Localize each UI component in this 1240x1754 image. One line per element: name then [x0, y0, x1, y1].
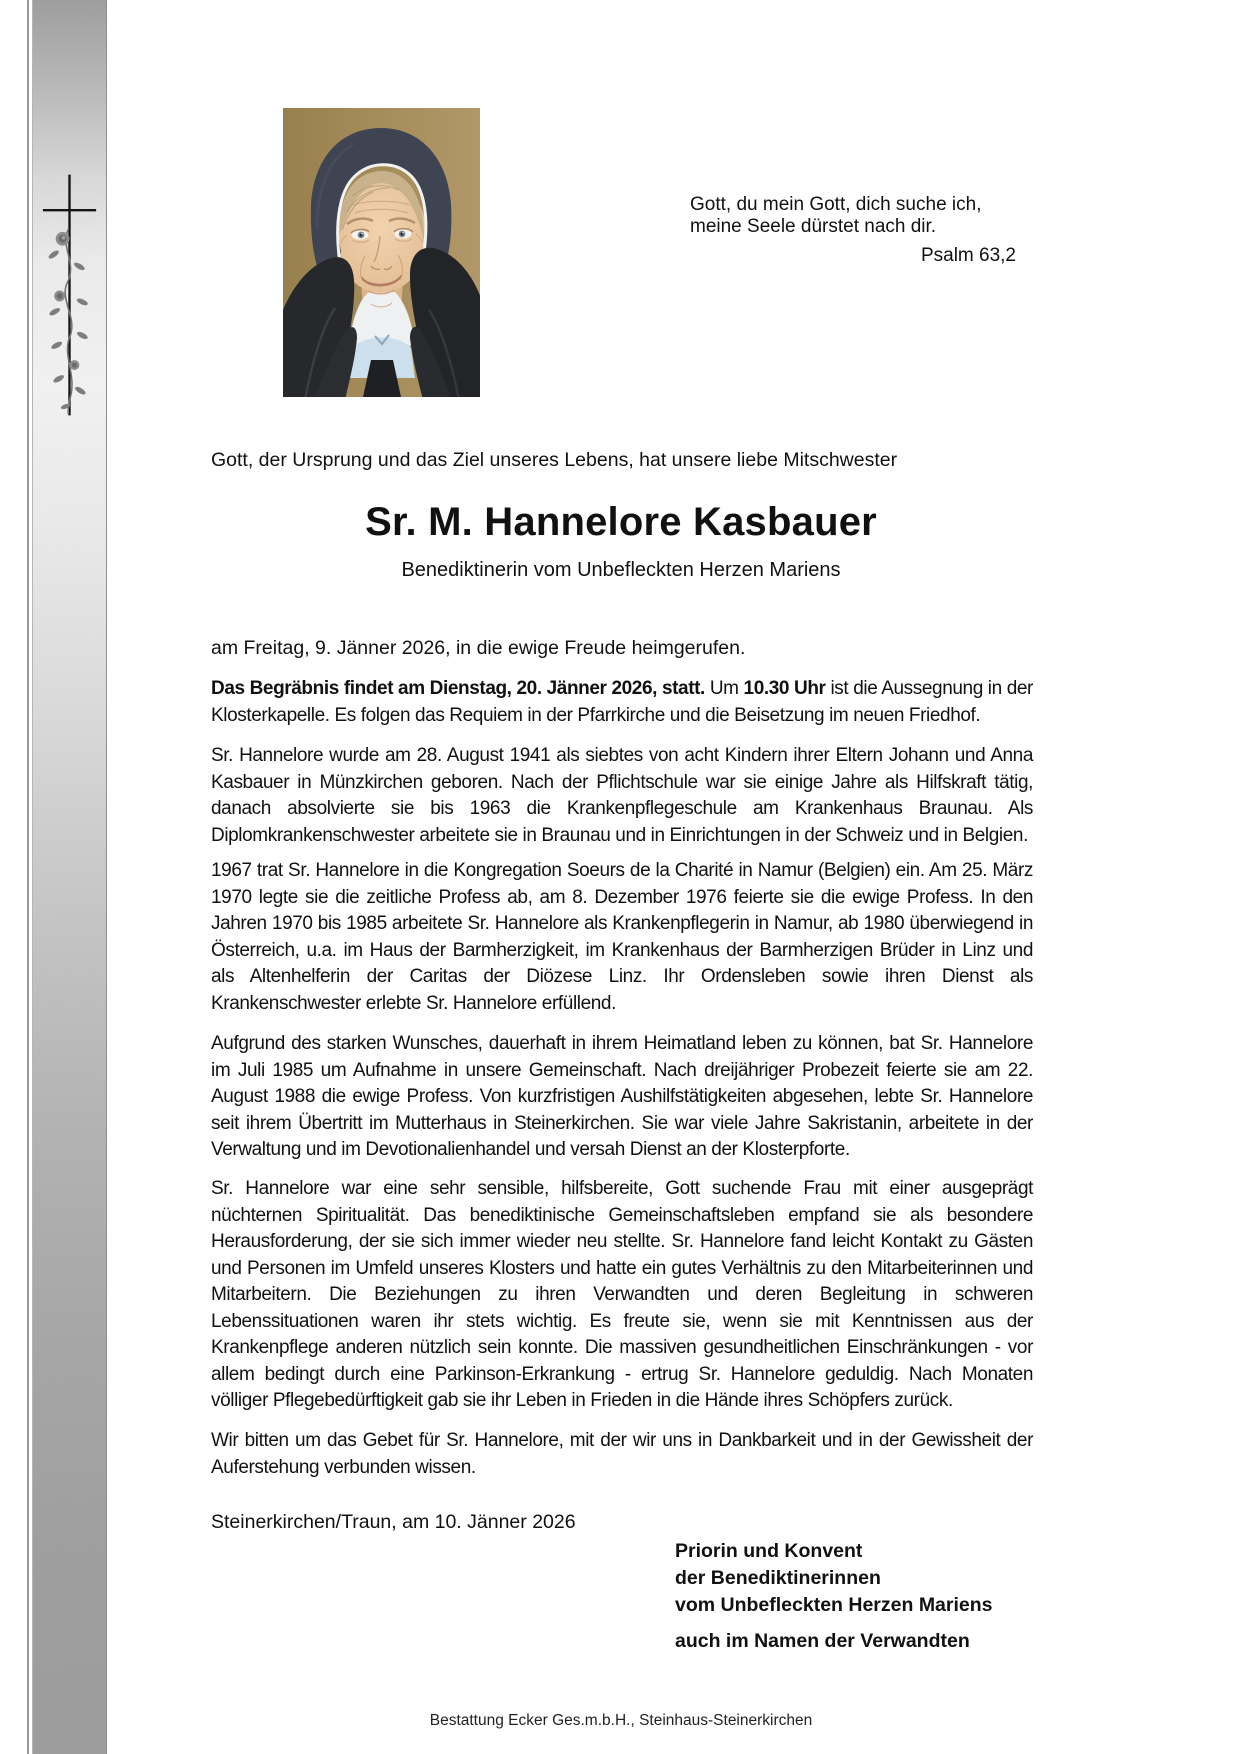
- deceased-order-title: Benediktinerin vom Unbefleckten Herzen Mariens: [401, 559, 841, 581]
- rose-leaves: [47, 249, 88, 410]
- signature-addendum: auch im Namen der Verwandten: [675, 1630, 970, 1652]
- biography-paragraph-1: Sr. Hannelore wurde am 28. August 1941 als siebtes von acht Kindern ihrer Eltern Johann und Anna Kasbauer in Münzkirchen geboren. Nach der Pflichtschule war sie einige Jahre als Hilfskraft tätig, danach absolvierte sie bis 1963 die Krankenpflegeschule am Krankenhaus Braunau. Als Diplomkrankenschwester arbeitete sie in Braunau und in Einrichtungen in der Schweiz und in Belgien.: [211, 745, 1033, 846]
- place-date-line: Steinerkirchen/Traun, am 10. Jänner 2026: [211, 1511, 576, 1533]
- signature-line-2: der Benediktinerinnen: [675, 1567, 881, 1589]
- funeral-bold-intro: Das Begräbnis findet am Dienstag, 20. Jänner 2026, statt.: [211, 678, 705, 699]
- funeral-time: 10.30 Uhr: [743, 678, 826, 699]
- funeral-announcement: [211, 676, 1033, 729]
- biography-paragraph-3: Aufgrund des starken Wunsches, dauerhaft in ihrem Heimatland leben zu können, bat Sr. Hannelore im Juli 1985 um Aufnahme in unsere Gemeinschaft. Nach dreijähriger Probezeit feierte sie am 22. August 1988 die ewige Profess. Von kurzfristigen Aushilfstätigkeiten abgesehen, lebte Sr. Hannelore seit ihrem Übertritt im Mutterhaus in Steinerkirchen. Sie war viele Jahre Sakristanin, arbeitete in der Verwaltung und im Devotionalienhandel und versah Dienst an der Klosterpforte.: [211, 1033, 1033, 1160]
- death-date-line: am Freitag, 9. Jänner 2026, in die ewige Freude heimgerufen.: [211, 637, 746, 659]
- funeral-rest-text: ist die Aussegnung in der Klosterkapelle. Es folgen das Requiem in der Pfarrkirche und die Beisetzung im neuen Friedhof.: [211, 678, 1033, 726]
- left-decoration-strip: [32, 0, 107, 1754]
- intro-line: Gott, der Ursprung und das Ziel unseres Lebens, hat unsere liebe Mitschwester: [211, 449, 898, 471]
- page-edge-line: [27, 0, 29, 1754]
- signature-block: [675, 1538, 993, 1655]
- quote-line-2: meine Seele dürstet nach dir.: [690, 215, 937, 237]
- biography-paragraph-4: Sr. Hannelore war eine sehr sensible, hilfsbereite, Gott suchende Frau mit einer ausgeprägt nüchternen Spiritualität. Das benediktinische Gemeinschaftsleben empfand sie als besondere Herausforderung, der sie sich immer wieder neu stellte. Sr. Hannelore fand leicht Kontakt zu Gästen und Personen im Umfeld unseres Klosters und hatte ein gutes Verhältnis zu den Mitarbeiterinnen und Mitarbeitern. Die Beziehungen zu ihren Verwandten und deren Begleitung in schweren Lebenssituationen waren ihr stets wichtig. Es freute sie, wenn sie mit Kenntnissen aus der Krankenpflege anderen nützlich sein konnte. Die massiven gesundheitlichen Einschränkungen - vor allem bedingt durch eine Parkinson-Erkrankung - ertrug Sr. Hannelore geduldig. Nach Monaten völliger Pflegebedürftigkeit gab sie ihr Leben in Frieden in die Hände ihres Schöpfers zurück.: [211, 1178, 1033, 1411]
- funeral-home-footer: Bestattung Ecker Ges.m.b.H., Steinhaus-Steinerkirchen: [429, 1712, 813, 1729]
- deceased-name: Sr. M. Hannelore Kasbauer: [365, 500, 877, 544]
- cross-and-roses-icon: [33, 170, 106, 420]
- signature-line-1: Priorin und Konvent: [675, 1540, 863, 1562]
- psalm-reference: Psalm 63,2: [920, 245, 1016, 266]
- biography-paragraph-2: 1967 trat Sr. Hannelore in die Kongregation Soeurs de la Charité in Namur (Belgien) ein. Am 25. März 1970 legte sie die zeitliche Profess ab, am 8. Dezember 1976 feierte sie die ewige Profess. In den Jahren 1970 bis 1985 arbeitete Sr. Hannelore als Krankenpflegerin in Namur, ab 1980 überwiegend in Österreich, u.a. im Haus der Barmherzigkeit, im Krankenhaus der Barmherzigen Brüder in Linz und als Altenhelferin der Caritas der Diözese Linz. Ihr Ordensleben sowie ihren Dienst als Krankenschwester erlebte Sr. Hannelore erfüllend.: [211, 860, 1033, 1014]
- portrait-photo: [283, 108, 480, 397]
- funeral-mid-text: Um: [704, 678, 744, 699]
- quote-line-1: Gott, du mein Gott, dich suche ich,: [690, 194, 982, 215]
- signature-line-3: vom Unbefleckten Herzen Mariens: [675, 1594, 993, 1616]
- prayer-request-paragraph: Wir bitten um das Gebet für Sr. Hannelore, mit der wir uns in Dankbarkeit und in der Gewissheit der Auferstehung verbunden wissen.: [211, 1430, 1033, 1478]
- scripture-quote: [690, 194, 1016, 267]
